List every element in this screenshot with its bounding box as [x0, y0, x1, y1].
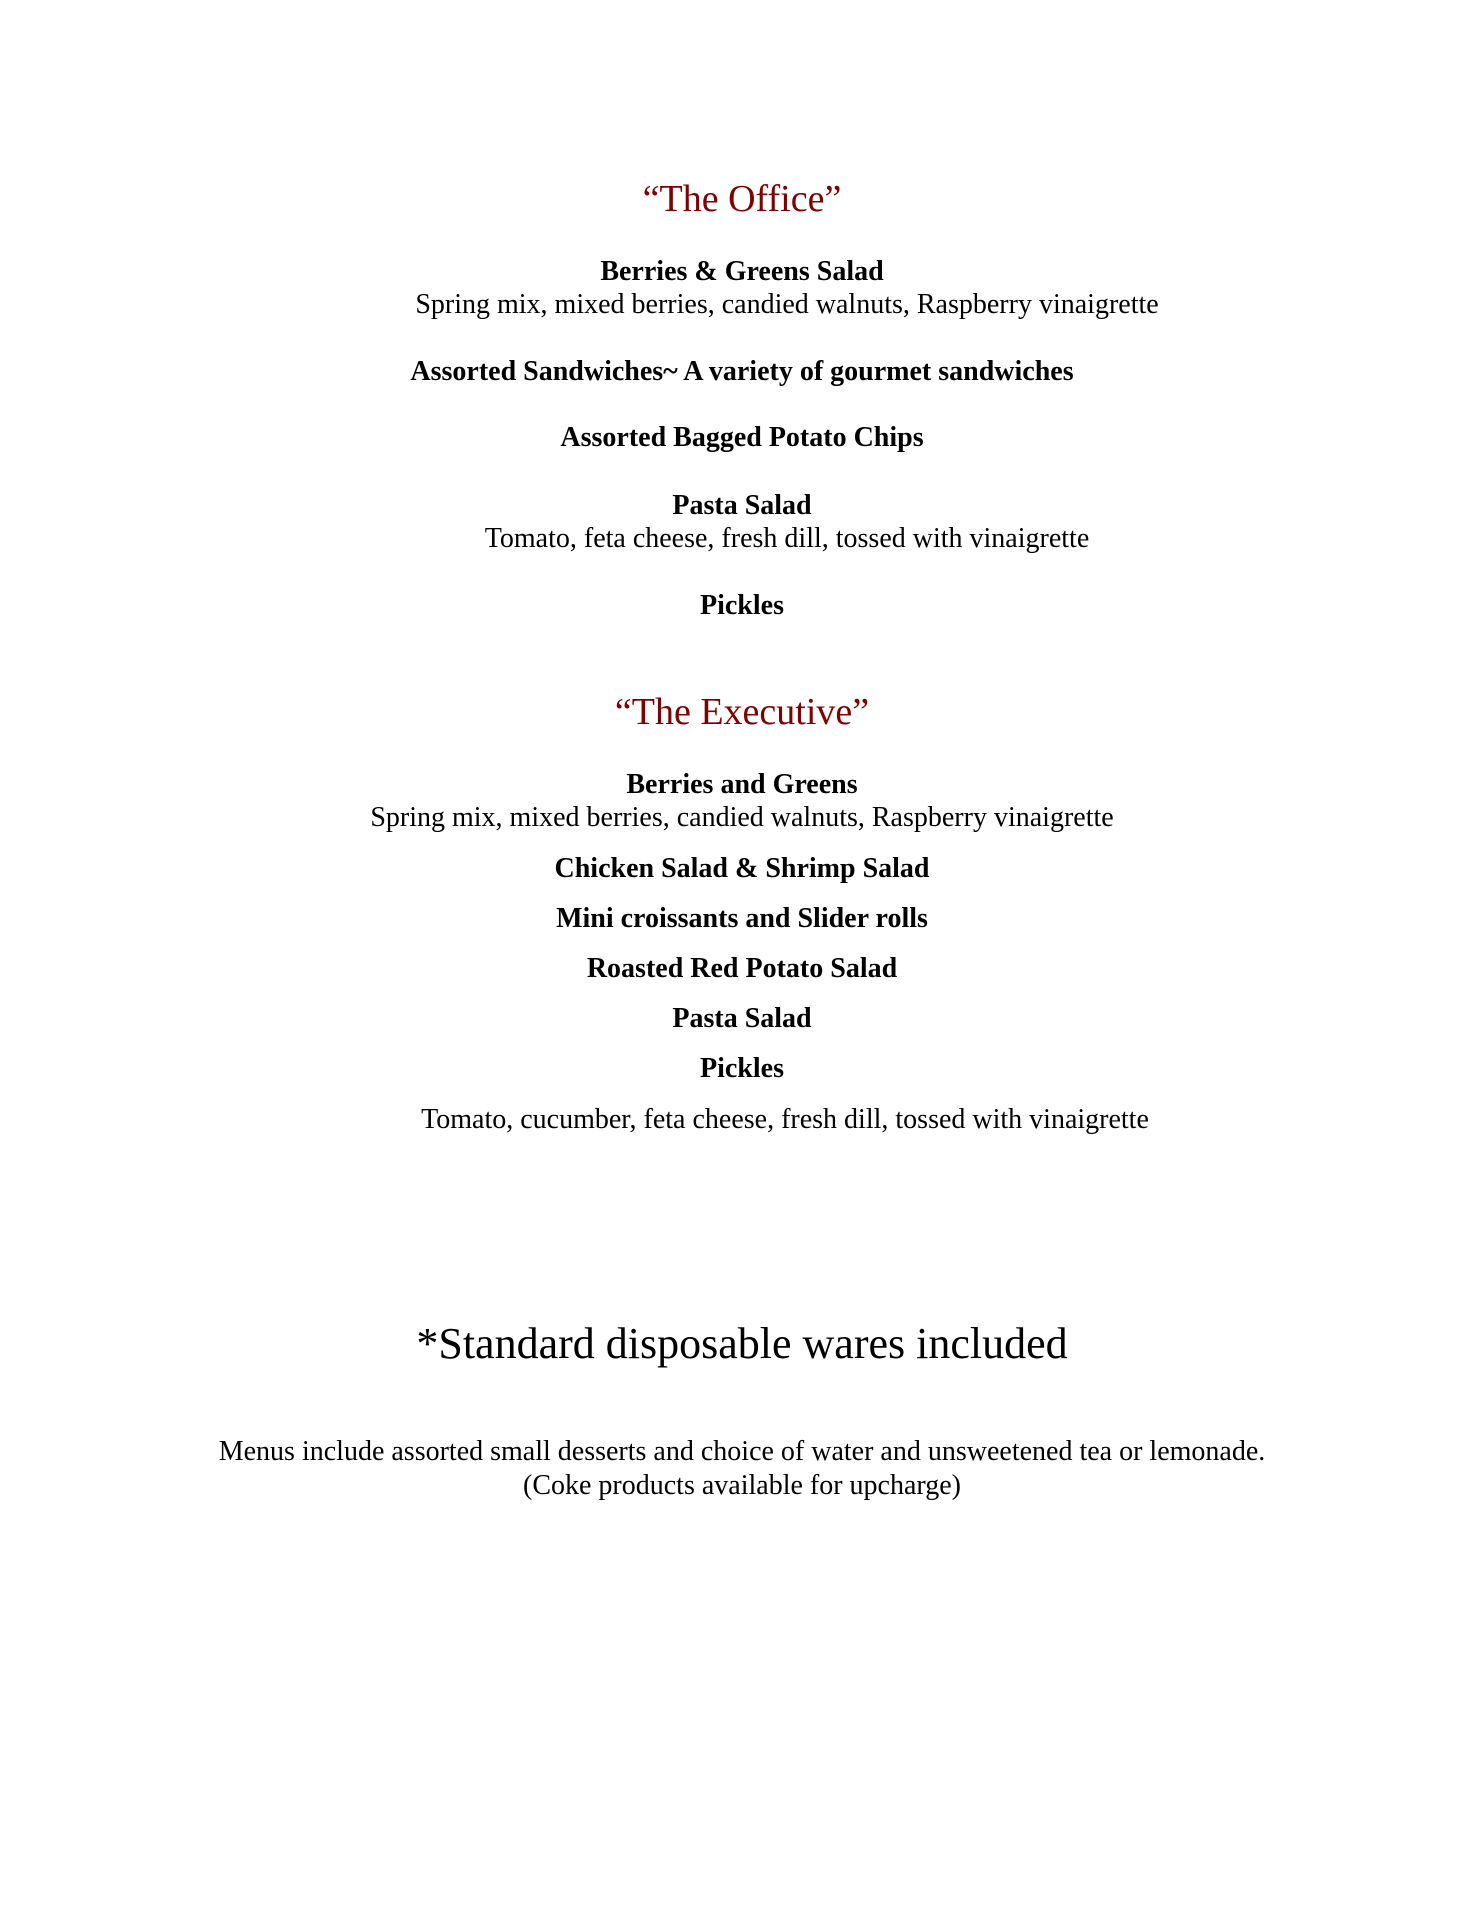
disposable-wares-note: *Standard disposable wares included — [416, 1319, 1068, 1368]
office-berries-desc: Spring mix, mixed berries, candied walnuts, Raspberry vinaigrette — [415, 289, 1159, 320]
office-berries-title: Berries & Greens Salad — [600, 256, 884, 287]
executive-pickles: Pickles — [700, 1053, 784, 1084]
executive-pasta-desc: Tomato, cucumber, feta cheese, fresh dill, tossed with vinaigrette — [421, 1104, 1149, 1135]
executive-potato: Roasted Red Potato Salad — [586, 953, 898, 984]
footer-desserts-line: Menus include assorted small desserts and choice of water and unsweetened tea or lemonade. — [218, 1436, 1266, 1467]
office-pickles: Pickles — [700, 590, 784, 621]
office-pasta-desc: Tomato, feta cheese, fresh dill, tossed with vinaigrette — [484, 523, 1090, 554]
executive-berries-desc: Spring mix, mixed berries, candied walnuts, Raspberry vinaigrette — [370, 802, 1114, 833]
office-pasta-title: Pasta Salad — [672, 490, 812, 521]
executive-chicken-shrimp: Chicken Salad & Shrimp Salad — [554, 853, 930, 884]
executive-rolls: Mini croissants and Slider rolls — [556, 903, 928, 934]
office-title: “The Office” — [642, 178, 842, 220]
executive-berries-title: Berries and Greens — [626, 769, 858, 800]
executive-pasta-title: Pasta Salad — [672, 1003, 812, 1034]
office-sandwiches: Assorted Sandwiches~ A variety of gourmet sandwiches — [410, 356, 1074, 387]
footer-coke-line: (Coke products available for upcharge) — [523, 1470, 961, 1501]
executive-title: “The Executive” — [614, 691, 870, 733]
office-chips: Assorted Bagged Potato Chips — [560, 422, 924, 453]
